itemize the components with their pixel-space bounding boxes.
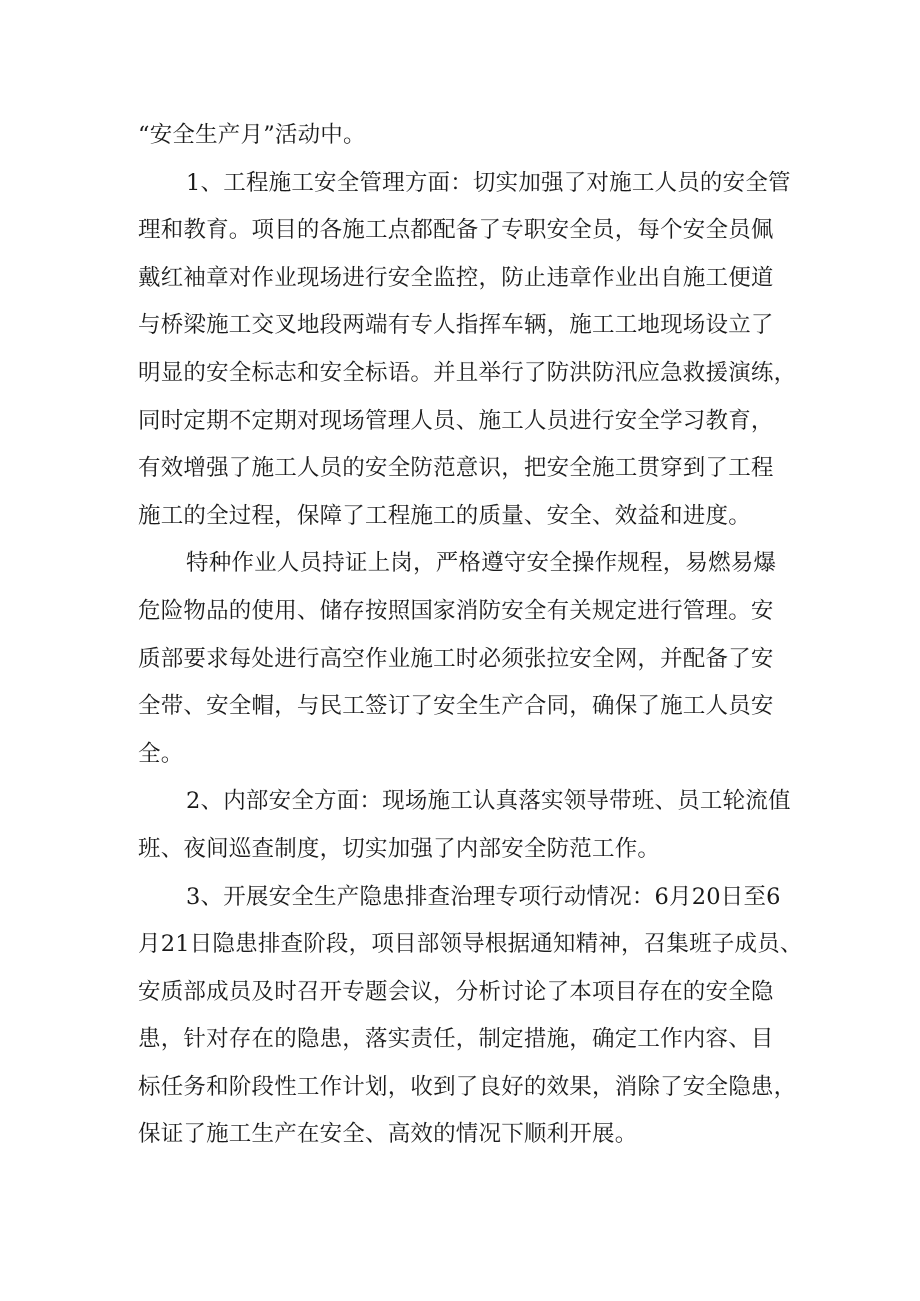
text-line: 全带、安全帽，与民工签订了安全生产合同，确保了施工人员安 bbox=[138, 693, 774, 720]
paragraph-start-line: 1、工程施工安全管理方面：切实加强了对施工人员的安全管 bbox=[186, 169, 791, 196]
text-line: 同时定期不定期对现场管理人员、施工人员进行安全学习教育， bbox=[138, 407, 774, 434]
text-line: 全。 bbox=[138, 740, 184, 767]
text-line: 质部要求每处进行高空作业施工时必须张拉安全网，并配备了安 bbox=[138, 645, 774, 672]
text-line: 理和教育。项目的各施工点都配备了专职安全员，每个安全员佩 bbox=[138, 217, 774, 244]
document-body bbox=[138, 112, 803, 1159]
text-line: “安全生产月”活动中。 bbox=[138, 122, 366, 148]
text-line: 危险物品的使用、储存按照国家消防安全有关规定进行管理。安 bbox=[138, 597, 774, 624]
text-line: 班、夜间巡查制度，切实加强了内部安全防范工作。 bbox=[138, 835, 661, 862]
text-line: 有效增强了施工人员的安全防范意识，把安全施工贯穿到了工程 bbox=[138, 455, 774, 482]
text-line: 施工的全过程，保障了工程施工的质量、安全、效益和进度。 bbox=[138, 502, 751, 529]
text-line: 戴红袖章对作业现场进行安全监控，防止违章作业出自施工便道 bbox=[138, 264, 774, 291]
text-line: 与桥梁施工交叉地段两端有专人指挥车辆，施工工地现场设立了 bbox=[138, 312, 774, 339]
text-line: 明显的安全标志和安全标语。并且举行了防洪防汛应急救援演练， bbox=[138, 359, 797, 386]
text-line: 月21日隐患排查阶段，项目部领导根据通知精神，召集班子成员、 bbox=[138, 931, 803, 958]
paragraph-start-line: 2、内部安全方面：现场施工认真落实领导带班、员工轮流值 bbox=[186, 788, 791, 815]
paragraph-start-line: 3、开展安全生产隐患排查治理专项行动情况：6月20日至6 bbox=[186, 883, 781, 910]
text-line: 患，针对存在的隐患，落实责任，制定措施，确定工作内容、目 bbox=[138, 1026, 774, 1053]
text-line: 安质部成员及时召开专题会议，分析讨论了本项目存在的安全隐 bbox=[138, 978, 774, 1005]
text-line: 标任务和阶段性工作计划，收到了良好的效果，消除了安全隐患， bbox=[138, 1073, 797, 1100]
paragraph-start-line: 特种作业人员持证上岗，严格遵守安全操作规程，易燃易爆 bbox=[186, 550, 777, 577]
text-line: 保证了施工生产在安全、高效的情况下顺利开展。 bbox=[138, 1121, 638, 1148]
